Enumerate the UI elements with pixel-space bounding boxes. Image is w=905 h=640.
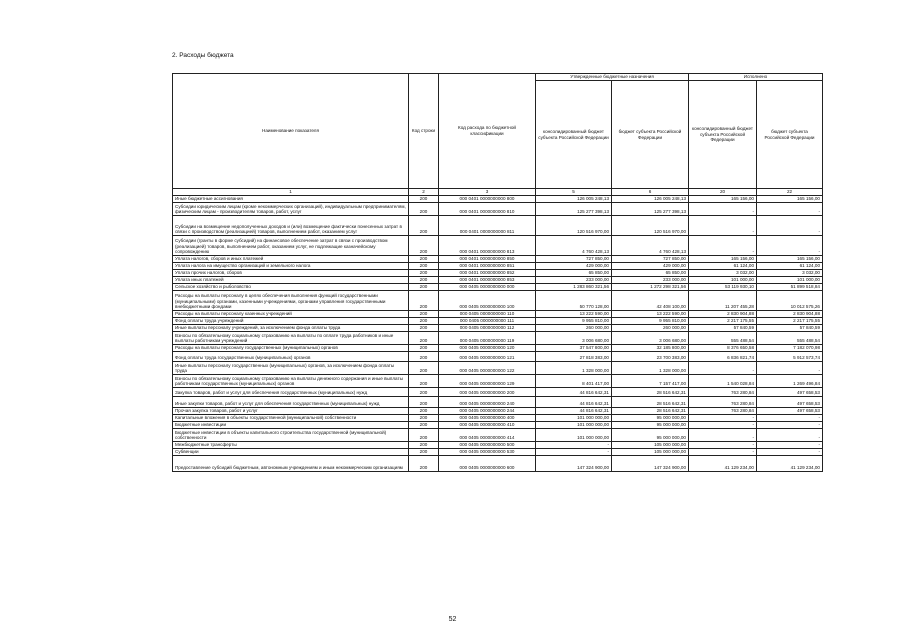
- row-name: Расходы на выплаты персоналу в целях обеспечения выполнения функций государственными (муниципальными) органами, казенными учреждениями, органами управления государственными внебюджетными фондами: [173, 291, 409, 311]
- row-code: 200: [409, 263, 439, 270]
- row-executed-consolidated: -: [689, 449, 757, 456]
- table-row: [173, 236, 823, 256]
- row-executed-consolidated: 763 280,84: [689, 388, 757, 397]
- row-code: 200: [409, 352, 439, 362]
- row-approved-consolidated: 44 816 642,31: [536, 408, 612, 415]
- row-approved-consolidated: 13 222 590,00: [536, 311, 612, 318]
- row-executed-subject: 165 156,00: [757, 196, 823, 203]
- row-executed-subject: 3 032,00: [757, 270, 823, 277]
- table-row: [173, 352, 823, 362]
- table-row: [173, 203, 823, 216]
- row-code: 200: [409, 422, 439, 429]
- row-approved-consolidated: 65 850,00: [536, 270, 612, 277]
- row-approved-subject: 105 000 000,00: [612, 449, 689, 456]
- row-name: Бюджетные инвестиции: [173, 422, 409, 429]
- row-kbk: 000 0405 0000000000 100: [439, 291, 536, 311]
- row-code: 200: [409, 449, 439, 456]
- row-executed-subject: -: [757, 442, 823, 449]
- row-executed-consolidated: 165 156,00: [689, 256, 757, 263]
- row-executed-subject: 5 912 573,74: [757, 352, 823, 362]
- header-kbk: Код расхода по бюджетной классификации: [439, 74, 536, 189]
- row-executed-consolidated: 11 207 455,28: [689, 291, 757, 311]
- row-approved-subject: 4 760 428,13: [612, 236, 689, 256]
- row-approved-subject: 7 157 417,00: [612, 375, 689, 388]
- row-name: Прочая закупка товаров, работ и услуг: [173, 408, 409, 415]
- row-kbk: 000 0401 0000000000 810: [439, 203, 536, 216]
- row-code: 200: [409, 456, 439, 472]
- table-row: [173, 422, 823, 429]
- row-approved-consolidated: 101 000 000,00: [536, 429, 612, 442]
- row-code: 200: [409, 277, 439, 284]
- row-executed-consolidated: -: [689, 422, 757, 429]
- row-name: Субсидии юридическим лицам (кроме некоммерческих организаций), индивидуальным предпринимателям, физическим лицам - производителям товаров, работ, услуг: [173, 203, 409, 216]
- row-approved-consolidated: 101 000 000,00: [536, 422, 612, 429]
- row-approved-consolidated: 429 000,00: [536, 263, 612, 270]
- row-kbk: 000 0405 0000000000 121: [439, 352, 536, 362]
- row-code: 200: [409, 429, 439, 442]
- table-row: [173, 442, 823, 449]
- table-row: [173, 270, 823, 277]
- row-kbk: 000 0405 0000000000 122: [439, 362, 536, 375]
- row-approved-subject: 3 006 680,00: [612, 332, 689, 345]
- page-number: 52: [448, 616, 457, 623]
- row-approved-subject: 95 000 000,00: [612, 422, 689, 429]
- row-approved-consolidated: 147 324 900,00: [536, 456, 612, 472]
- row-name: Фонд оплаты труда учреждений: [173, 318, 409, 325]
- row-code: 200: [409, 408, 439, 415]
- row-approved-subject: 429 000,00: [612, 263, 689, 270]
- row-name: Бюджетные инвестиции в объекты капитального строительства государственной (муниципальной) собственности: [173, 429, 409, 442]
- row-approved-subject: 126 005 248,13: [612, 196, 689, 203]
- row-executed-subject: -: [757, 216, 823, 236]
- row-executed-subject: 497 658,53: [757, 388, 823, 397]
- row-executed-subject: -: [757, 362, 823, 375]
- row-executed-subject: 2 217 175,55: [757, 318, 823, 325]
- table-row: [173, 332, 823, 345]
- row-approved-subject: 65 850,00: [612, 270, 689, 277]
- row-executed-subject: 165 156,00: [757, 256, 823, 263]
- row-name: Субсидии (гранты в форме субсидий) на финансовое обеспечение затрат в связи с производством (реализацией) товаров, выполнением работ, оказанием услуг, не подлежащие казначейскому сопровождению: [173, 236, 409, 256]
- row-code: 200: [409, 345, 439, 352]
- row-approved-consolidated: 27 818 383,00: [536, 352, 612, 362]
- row-executed-consolidated: -: [689, 203, 757, 216]
- header-executed-subject: бюджет субъекта Российской Федерации: [757, 81, 823, 189]
- row-kbk: 000 0405 0000000000 500: [439, 442, 536, 449]
- table-row: [173, 429, 823, 442]
- row-approved-subject: 1 328 000,00: [612, 362, 689, 375]
- row-approved-consolidated: 1 283 860 321,56: [536, 284, 612, 291]
- row-name: Капитальные вложения в объекты государственной (муниципальной) собственности: [173, 415, 409, 422]
- header-name: Наименование показателя: [173, 74, 409, 189]
- row-approved-subject: 23 700 383,00: [612, 352, 689, 362]
- row-executed-subject: -: [757, 236, 823, 256]
- row-kbk: 000 0401 0000000000 800: [439, 196, 536, 203]
- table-row: [173, 277, 823, 284]
- column-number: 3: [439, 189, 536, 196]
- header-approved-subject: бюджет субъекта Российской Федерации: [612, 81, 689, 189]
- row-executed-consolidated: 555 488,54: [689, 332, 757, 345]
- row-approved-subject: 260 000,00: [612, 325, 689, 332]
- row-kbk: 000 0405 0000000000 240: [439, 397, 536, 408]
- table-row: [173, 216, 823, 236]
- row-kbk: 000 0405 0000000000 112: [439, 325, 536, 332]
- row-approved-subject: 13 222 590,00: [612, 311, 689, 318]
- budget-expenses-table: [172, 73, 823, 472]
- row-executed-subject: 57 840,59: [757, 325, 823, 332]
- row-approved-consolidated: 120 516 970,00: [536, 216, 612, 236]
- row-code: 200: [409, 362, 439, 375]
- row-executed-consolidated: 101 000,00: [689, 277, 757, 284]
- row-executed-subject: -: [757, 429, 823, 442]
- row-kbk: 000 0405 0000000000 200: [439, 388, 536, 397]
- row-executed-consolidated: 61 124,00: [689, 263, 757, 270]
- row-kbk: 000 0401 0000000000 813: [439, 236, 536, 256]
- table-row: [173, 291, 823, 311]
- row-executed-subject: -: [757, 415, 823, 422]
- row-approved-subject: 9 955 810,00: [612, 318, 689, 325]
- row-executed-consolidated: 2 830 904,88: [689, 311, 757, 318]
- row-executed-subject: -: [757, 449, 823, 456]
- row-approved-consolidated: 3 006 680,00: [536, 332, 612, 345]
- row-name: Иные выплаты персоналу учреждений, за исключением фонда оплаты труда: [173, 325, 409, 332]
- row-approved-consolidated: 1 328 000,00: [536, 362, 612, 375]
- row-name: Уплата прочих налогов, сборов: [173, 270, 409, 277]
- header-approved: Утвержденные бюджетные назначения: [536, 74, 689, 81]
- row-executed-consolidated: 1 540 028,84: [689, 375, 757, 388]
- row-approved-subject: 105 000 000,00: [612, 442, 689, 449]
- row-executed-subject: 7 182 070,98: [757, 345, 823, 352]
- row-approved-consolidated: 44 816 642,31: [536, 397, 612, 408]
- row-approved-subject: 727 850,00: [612, 256, 689, 263]
- row-approved-subject: 42 408 100,00: [612, 291, 689, 311]
- section-title: 2. Расходы бюджета: [172, 52, 234, 59]
- row-executed-subject: -: [757, 203, 823, 216]
- row-code: 200: [409, 291, 439, 311]
- row-approved-consolidated: 125 277 398,13: [536, 203, 612, 216]
- row-approved-consolidated: 260 000,00: [536, 325, 612, 332]
- row-name: Расходы на выплаты персоналу государственных (муниципальных) органов: [173, 345, 409, 352]
- row-kbk: 000 0405 0000000000 244: [439, 408, 536, 415]
- row-executed-consolidated: 53 119 930,10: [689, 284, 757, 291]
- row-code: 200: [409, 216, 439, 236]
- row-approved-consolidated: 37 547 800,00: [536, 345, 612, 352]
- table-row: [173, 256, 823, 263]
- row-executed-consolidated: 8 376 650,58: [689, 345, 757, 352]
- row-kbk: 000 0401 0000000000 852: [439, 270, 536, 277]
- row-name: Уплата налога на имущество организаций и земельного налога: [173, 263, 409, 270]
- row-executed-subject: 10 012 575,26: [757, 291, 823, 311]
- row-executed-consolidated: 2 217 175,55: [689, 318, 757, 325]
- row-name: Фонд оплаты труда государственных (муниципальных) органов: [173, 352, 409, 362]
- row-code: 200: [409, 415, 439, 422]
- table-row: [173, 397, 823, 408]
- table-row: [173, 408, 823, 415]
- row-executed-consolidated: 6 836 821,74: [689, 352, 757, 362]
- row-executed-subject: -: [757, 422, 823, 429]
- row-code: 200: [409, 375, 439, 388]
- row-code: 200: [409, 397, 439, 408]
- row-executed-subject: 51 899 518,84: [757, 284, 823, 291]
- row-kbk: 000 0401 0000000000 811: [439, 216, 536, 236]
- row-code: 200: [409, 318, 439, 325]
- row-executed-consolidated: -: [689, 362, 757, 375]
- row-name: Взносы по обязательному социальному страхованию на выплаты денежного содержания и иные выплаты работникам государственных (муниципальных) органов: [173, 375, 409, 388]
- row-executed-consolidated: 3 032,00: [689, 270, 757, 277]
- row-code: 200: [409, 325, 439, 332]
- table-row: [173, 388, 823, 397]
- row-executed-subject: 2 830 904,88: [757, 311, 823, 318]
- row-executed-consolidated: 763 280,84: [689, 397, 757, 408]
- column-number: 1: [173, 189, 409, 196]
- row-name: Закупка товаров, работ и услуг для обеспечения государственных (муниципальных) нужд: [173, 388, 409, 397]
- table-row: [173, 284, 823, 291]
- table-row: [173, 263, 823, 270]
- row-executed-consolidated: -: [689, 216, 757, 236]
- table-row: [173, 318, 823, 325]
- row-kbk: 000 0401 0000000000 851: [439, 263, 536, 270]
- row-code: 200: [409, 236, 439, 256]
- row-name: Субвенции: [173, 449, 409, 456]
- row-approved-consolidated: 8 401 417,00: [536, 375, 612, 388]
- row-kbk: 000 0405 0000000000 530: [439, 449, 536, 456]
- table-row: [173, 325, 823, 332]
- row-approved-subject: 147 324 900,00: [612, 456, 689, 472]
- row-executed-subject: 41 129 234,00: [757, 456, 823, 472]
- column-number: 2: [409, 189, 439, 196]
- row-approved-consolidated: 233 000,00: [536, 277, 612, 284]
- table-row: [173, 196, 823, 203]
- row-executed-consolidated: 165 156,00: [689, 196, 757, 203]
- row-approved-subject: 125 277 398,13: [612, 203, 689, 216]
- row-approved-subject: 95 000 000,00: [612, 415, 689, 422]
- row-name: Уплата иных платежей: [173, 277, 409, 284]
- row-executed-consolidated: -: [689, 415, 757, 422]
- row-code: 200: [409, 388, 439, 397]
- row-kbk: 000 0405 0000000000 119: [439, 332, 536, 345]
- row-approved-subject: 233 000,00: [612, 277, 689, 284]
- row-code: 200: [409, 332, 439, 345]
- row-code: 200: [409, 270, 439, 277]
- row-executed-consolidated: 41 129 234,00: [689, 456, 757, 472]
- row-approved-subject: 28 516 642,31: [612, 408, 689, 415]
- row-kbk: 000 0405 0000000000 110: [439, 311, 536, 318]
- column-number: 5: [536, 189, 612, 196]
- row-kbk: 000 0405 0000000000 400: [439, 415, 536, 422]
- row-code: 200: [409, 284, 439, 291]
- row-executed-subject: 497 658,53: [757, 408, 823, 415]
- row-approved-consolidated: -: [536, 442, 612, 449]
- row-name: Уплата налогов, сборов и иных платежей: [173, 256, 409, 263]
- row-code: 200: [409, 311, 439, 318]
- header-approved-consolidated: консолидированный бюджет субъекта Российской Федерации: [536, 81, 612, 189]
- row-name: Межбюджетные трансферты: [173, 442, 409, 449]
- row-code: 200: [409, 203, 439, 216]
- row-executed-subject: 1 269 496,84: [757, 375, 823, 388]
- row-kbk: 000 0405 0000000000 410: [439, 422, 536, 429]
- table-row: [173, 456, 823, 472]
- table-row: [173, 311, 823, 318]
- row-name: Иные бюджетные ассигнования: [173, 196, 409, 203]
- row-approved-subject: 28 516 642,31: [612, 388, 689, 397]
- table-row: [173, 415, 823, 422]
- row-kbk: 000 0405 0000000000 111: [439, 318, 536, 325]
- column-number: 6: [612, 189, 689, 196]
- row-executed-subject: 61 124,00: [757, 263, 823, 270]
- row-executed-consolidated: -: [689, 429, 757, 442]
- row-approved-consolidated: 44 816 642,31: [536, 388, 612, 397]
- row-kbk: 000 0401 0000000000 850: [439, 256, 536, 263]
- row-executed-consolidated: -: [689, 236, 757, 256]
- row-name: Предоставление субсидий бюджетным, автономным учреждениям и иным некоммерческим организациям: [173, 456, 409, 472]
- header-code: Код строки: [409, 74, 439, 189]
- row-name: Иные выплаты персоналу государственных (муниципальных) органов, за исключением фонда оплаты труда: [173, 362, 409, 375]
- row-name: Сельское хозяйство и рыболовство: [173, 284, 409, 291]
- row-executed-consolidated: -: [689, 442, 757, 449]
- row-name: Иные закупки товаров, работ и услуг для обеспечения государственных (муниципальных) нужд: [173, 397, 409, 408]
- row-approved-consolidated: -: [536, 449, 612, 456]
- row-name: Расходы на выплаты персоналу казенных учреждений: [173, 311, 409, 318]
- row-approved-consolidated: 101 000 000,00: [536, 415, 612, 422]
- table-row: [173, 345, 823, 352]
- row-approved-consolidated: 4 760 428,13: [536, 236, 612, 256]
- row-kbk: 000 0401 0000000000 853: [439, 277, 536, 284]
- table-row: [173, 362, 823, 375]
- row-executed-consolidated: 57 840,59: [689, 325, 757, 332]
- row-approved-subject: 32 185 800,00: [612, 345, 689, 352]
- row-name: Субсидии на возмещение недополученных доходов и (или) возмещение фактически понесенных затрат в связи с производством (реализацией) товаров, выполнением работ, оказанием услуг: [173, 216, 409, 236]
- column-number: 20: [689, 189, 757, 196]
- row-kbk: 000 0405 0000000000 129: [439, 375, 536, 388]
- row-executed-subject: 497 658,53: [757, 397, 823, 408]
- table-row: [173, 375, 823, 388]
- row-kbk: 000 0405 0000000000 120: [439, 345, 536, 352]
- row-kbk: 000 0405 0000000000 600: [439, 456, 536, 472]
- table-row: [173, 449, 823, 456]
- row-approved-consolidated: 9 955 810,00: [536, 318, 612, 325]
- header-executed-consolidated: консолидированный бюджет субъекта Российской Федерации: [689, 81, 757, 189]
- row-code: 200: [409, 196, 439, 203]
- header-executed: Исполнено: [689, 74, 823, 81]
- row-approved-consolidated: 126 005 248,13: [536, 196, 612, 203]
- row-approved-consolidated: 727 850,00: [536, 256, 612, 263]
- row-code: 200: [409, 442, 439, 449]
- row-approved-subject: 28 516 642,31: [612, 397, 689, 408]
- row-approved-subject: 1 272 298 321,56: [612, 284, 689, 291]
- row-executed-subject: 101 000,00: [757, 277, 823, 284]
- row-approved-subject: 120 516 970,00: [612, 216, 689, 236]
- row-kbk: 000 0405 0000000000 000: [439, 284, 536, 291]
- row-name: Взносы по обязательному социальному страхованию на выплаты по оплате труда работников и иные выплаты работникам учреждений: [173, 332, 409, 345]
- row-executed-subject: 555 488,54: [757, 332, 823, 345]
- column-number: 22: [757, 189, 823, 196]
- row-executed-consolidated: 763 280,84: [689, 408, 757, 415]
- row-approved-subject: 95 000 000,00: [612, 429, 689, 442]
- row-approved-consolidated: 50 770 128,00: [536, 291, 612, 311]
- row-kbk: 000 0405 0000000000 414: [439, 429, 536, 442]
- row-code: 200: [409, 256, 439, 263]
